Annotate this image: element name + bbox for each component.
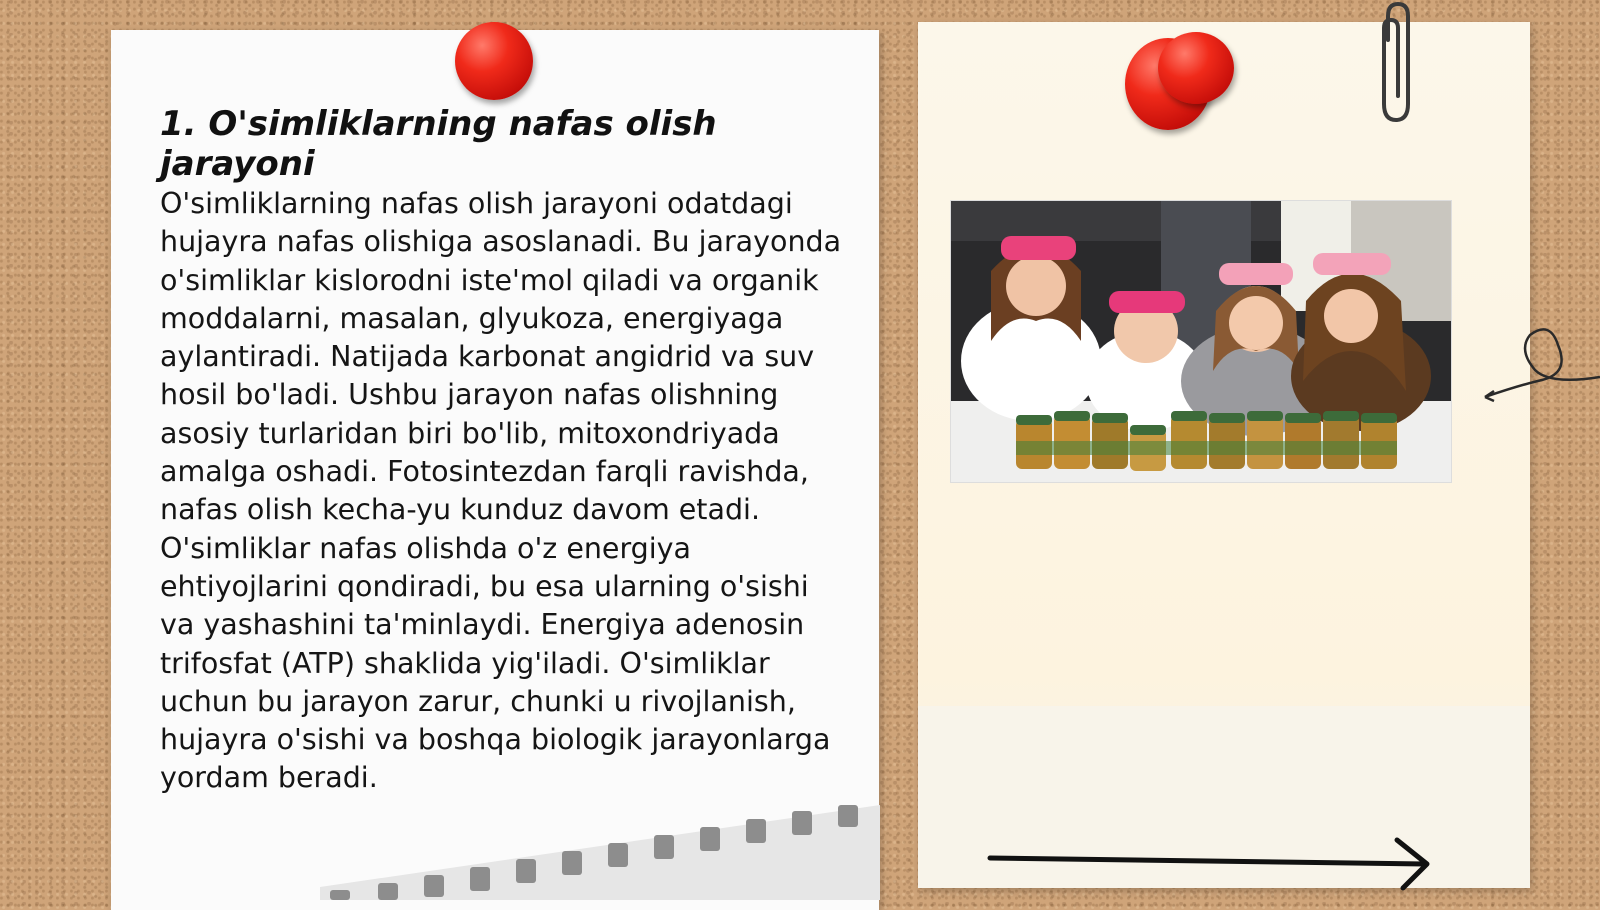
torn-paper-strip bbox=[320, 805, 880, 900]
left-pin-icon bbox=[455, 22, 533, 100]
paper-clip-icon bbox=[1376, 0, 1416, 126]
string-loop-icon bbox=[1480, 315, 1600, 405]
arrow-right-icon bbox=[985, 832, 1445, 892]
body-text: O'simliklarning nafas olish jarayoni odatdagi hujayra nafas olishiga asoslanadi. Bu jarayonda o'simliklar kislorodni iste'mol qiladi va organik moddalarni, masalan, glyukoza, energiyaga aylantiradi. Natijada karbonat angidrid va suv hosil bo'ladi. Ushbu jarayon nafas olishning asosiy turlaridan biri bo'lib, mitoxondriyada amalga oshadi. Fotosintezdan farqli ravishda, nafas olish kecha-yu kunduz davom etadi. O'simliklar nafas olishda o'z energiya ehtiyojlarini qondiradi, bu esa ularning o'sishi va yashashini ta'minlaydi. Energiya adenosin trifosfat (ATP) shaklida yig'iladi. O'simliklar uchun bu jarayon zarur, chunki u rivojlanish, hujayra o'sishi va boshqa biologik jarayonlarga yordam beradi. bbox=[160, 187, 842, 795]
page-title: 1. O'simliklarning nafas olish jarayoni bbox=[160, 104, 717, 184]
right-pin-front-icon bbox=[1158, 32, 1234, 104]
photo-four-girls-with-jars-icon bbox=[950, 200, 1452, 483]
